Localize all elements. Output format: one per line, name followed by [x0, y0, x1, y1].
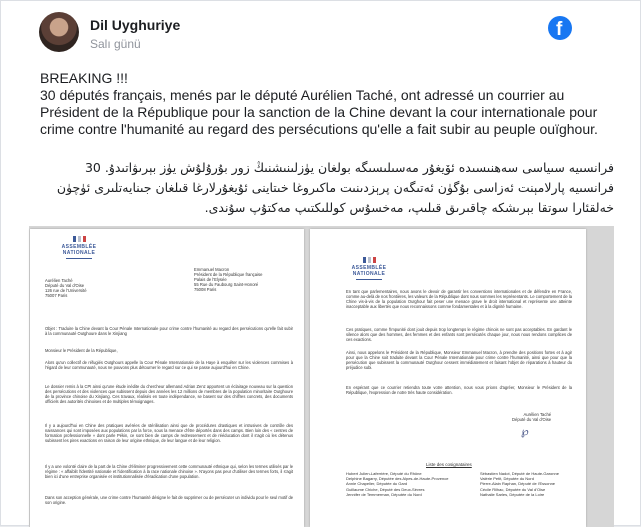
signatories-list-left: Hubert Julien-Laferrière, Député du Rhône Delphine Bagarry, Députée des Alpes-de-Haute-Provence Annie Chapelier, Députée du Gard Guillaume Chiche, Député des Deux-Sèvres Jennifer de Temmerman, Députée du Nord — [346, 471, 449, 497]
post-text-line: BREAKING !!! — [40, 70, 128, 86]
signatories-list-right: Sébastien Nadot, Député de Haute-Garonne Valérie Petit, Députée du Nord Pierre-Alain Raphan, Député de l'Essonne Cécile Rilhac, Députée du Val d'Oise Nathalie Sarles, Députée de la Loire — [480, 471, 559, 497]
post-author[interactable]: Dil Uyghuriye — [90, 17, 181, 33]
logo-text: ASSEMBLÉE — [351, 265, 387, 271]
letter-salutation: Monsieur le Président de la République, — [45, 348, 118, 353]
letter-object: Objet : Traduire la Chine devant la Cour Pénale Internationale pour crime contre l'humanité au regard des persécutions qu'elle fait subir à la communauté Ouïghoure dans le Xinjiang — [45, 326, 293, 336]
post-timestamp[interactable]: Salı günü — [90, 37, 141, 51]
logo-text: NATIONALE — [352, 271, 386, 277]
signature: ℘ — [521, 425, 529, 438]
logo-text: ASSEMBLÉE — [61, 244, 97, 250]
post-text-line: 30 députés français, menés par le député Aurélien Taché, ont adressé un courrier au Président de la République pour la sanction de la Chine devant la cour internationale pour crime contre l'humanité au regard des persécutions qu'elle a fait subir au peuple ouïghour. — [40, 87, 598, 137]
letter-paragraph: Il y a aujourd'hui en Chine des pratiques avérées de stérilisation ainsi que de procédures drastiques et intrusives de contrôle des naissances qui sont imposées aux populations par la force, sous la menace d'être déportés dans des camps. Bien loin des « centres de formation professionnelle » dont parle Pékin, ce sont bien de camps de redressement et de rééducation dont il s'agit où les détenus subissent les pires exactions en raison de leur origine ethnique, de leur langue et de leur religion. — [45, 423, 293, 443]
flag-icon — [59, 236, 99, 242]
letter-paragraph: Ainsi, nous appelons le Président de la République, Monsieur Emmanuel Macron, à prendre des positions fortes et à agir pour que la Chine soit traduite devant la Cour Pénale Internationale pour crime contre l'humanité, ainsi que pour que la persécution que subissent la communauté Ouïghour cessent immédiatement et faisant l'objet de réparations à hauteur du préjudice subi. — [346, 350, 572, 370]
letter-paragraph: En tant que parlementaires, nous avons le devoir de garantir les conventions internationales et de défendre en France, comme au-delà de nos frontières, les valeurs de la République dont nous sommes les représentants. Le comportement de la Chine vis-à-vis de la population Ouïghour fait peser une menace grave le droit international et représente une atteinte inacceptable aux libertés que nous reconnaissons comme fondamentales et à la dignité humaine. — [346, 289, 572, 309]
assemblee-logo — [59, 236, 99, 259]
letter-paragraph: En espérant que ce courrier retiendra toute votre attention, nous vous prions d'agréer, Monsieur le Président de la République, l'expression de notre très haute considération. — [346, 385, 572, 395]
letter-page-1 — [30, 229, 304, 527]
letter-recipient: Emmanuel Macron Président de la République française Palais de l'Elysée 55 Rue du Faubourg Saint-Honoré 75008 Paris — [194, 267, 263, 292]
letter-page-2 — [310, 229, 586, 527]
letter-paragraph: Ces pratiques, comme l'impunité dont jouit depuis trop longtemps le régime chinois ne sont pas acceptables. En gardant le silence alors que des hommes, des femmes et des enfants sont persécutés chaque jour, nous nous rendons complices de ces exactions. — [346, 327, 572, 342]
letter-paragraph: Dans son acception générale, une crime contre l'humanité désigne le fait de supprimer ou de persécuter un individu pour le seul motif de son origine. — [45, 495, 293, 505]
flag-icon — [349, 257, 389, 263]
letter-paragraph: Le dossier remis à la CPI ainsi qu'une étude inédite du chercheur allemand Adrian Zenz apportent un éclairage nouveau sur la question des persécutions et des violences que subissent depuis des années les 12 millions de membres de la population minoritaire Ouïghoure de la province chinoise du Xinjiang. Ces travaux, réalisés en toute indépendance, se basent sur des chiffres concrets, des documents officiels des autorités chinoises et de multiples témoignages. — [45, 384, 293, 404]
facebook-logo-letter: f — [556, 19, 563, 40]
letter-closing: Aurélien Taché Député du Val d'Oise — [512, 412, 552, 422]
letter-paragraph: Alors qu'un collectif de réfugiés Ouïghours appelle la Cour Pénale Internationale de la Haye à enquêter sur les violences commises à l'égard de leur communauté, nous ne pouvons plus détourner le regard sur ce qui se passe aujourd'hui en Chine. — [45, 360, 293, 370]
signatories-title: Liste des cosignataires — [426, 462, 472, 467]
letter-sender: Aurélien Taché Député du Val d'Oise 126 rue de l'Université 75007 Paris — [45, 278, 87, 298]
assemblee-logo — [349, 257, 389, 280]
avatar[interactable] — [39, 12, 79, 52]
logo-text: NATIONALE — [62, 250, 96, 256]
letter-paragraph: Il y a une volonté claire de la part de la Chine d'éliminer progressivement cette communauté ethnique qui, selon les termes utilisés par le régime : « affaiblit l'identité nationale et l'identification à la race nationale chinoise ». N'ayons pas peur d'utiliser des termes forts, il s'agit bien ici d'une entreprise organisée et institutionnalisée d'éradication d'une population. — [45, 464, 293, 479]
post-text — [40, 70, 615, 138]
facebook-icon — [548, 16, 572, 40]
post-uyghur-text: فرانسىيە سىياسى سەھنىسىدە ئۆيغۇر مەسىلىسىگە بولغان يۈزلىنىشنىڭ زور بۇرۇلۇش يۈز بېرىۋاتىدۇ. 30 فرانسىيە پارلامېنت ئەزاسى بۇگۈن ئەتىگەن پرېزدىنىت ماكىروغا خىتاينى ئۇيغۇرلارغا قىلغان جىنايەتلىرى ئۈچۈن خەلقئارا سوتقا بېرىشكە چاقىرىق قىلىپ، مەخسۇس كوللىكتىپ مەكتۇپ سۇندى. — [56, 160, 614, 215]
